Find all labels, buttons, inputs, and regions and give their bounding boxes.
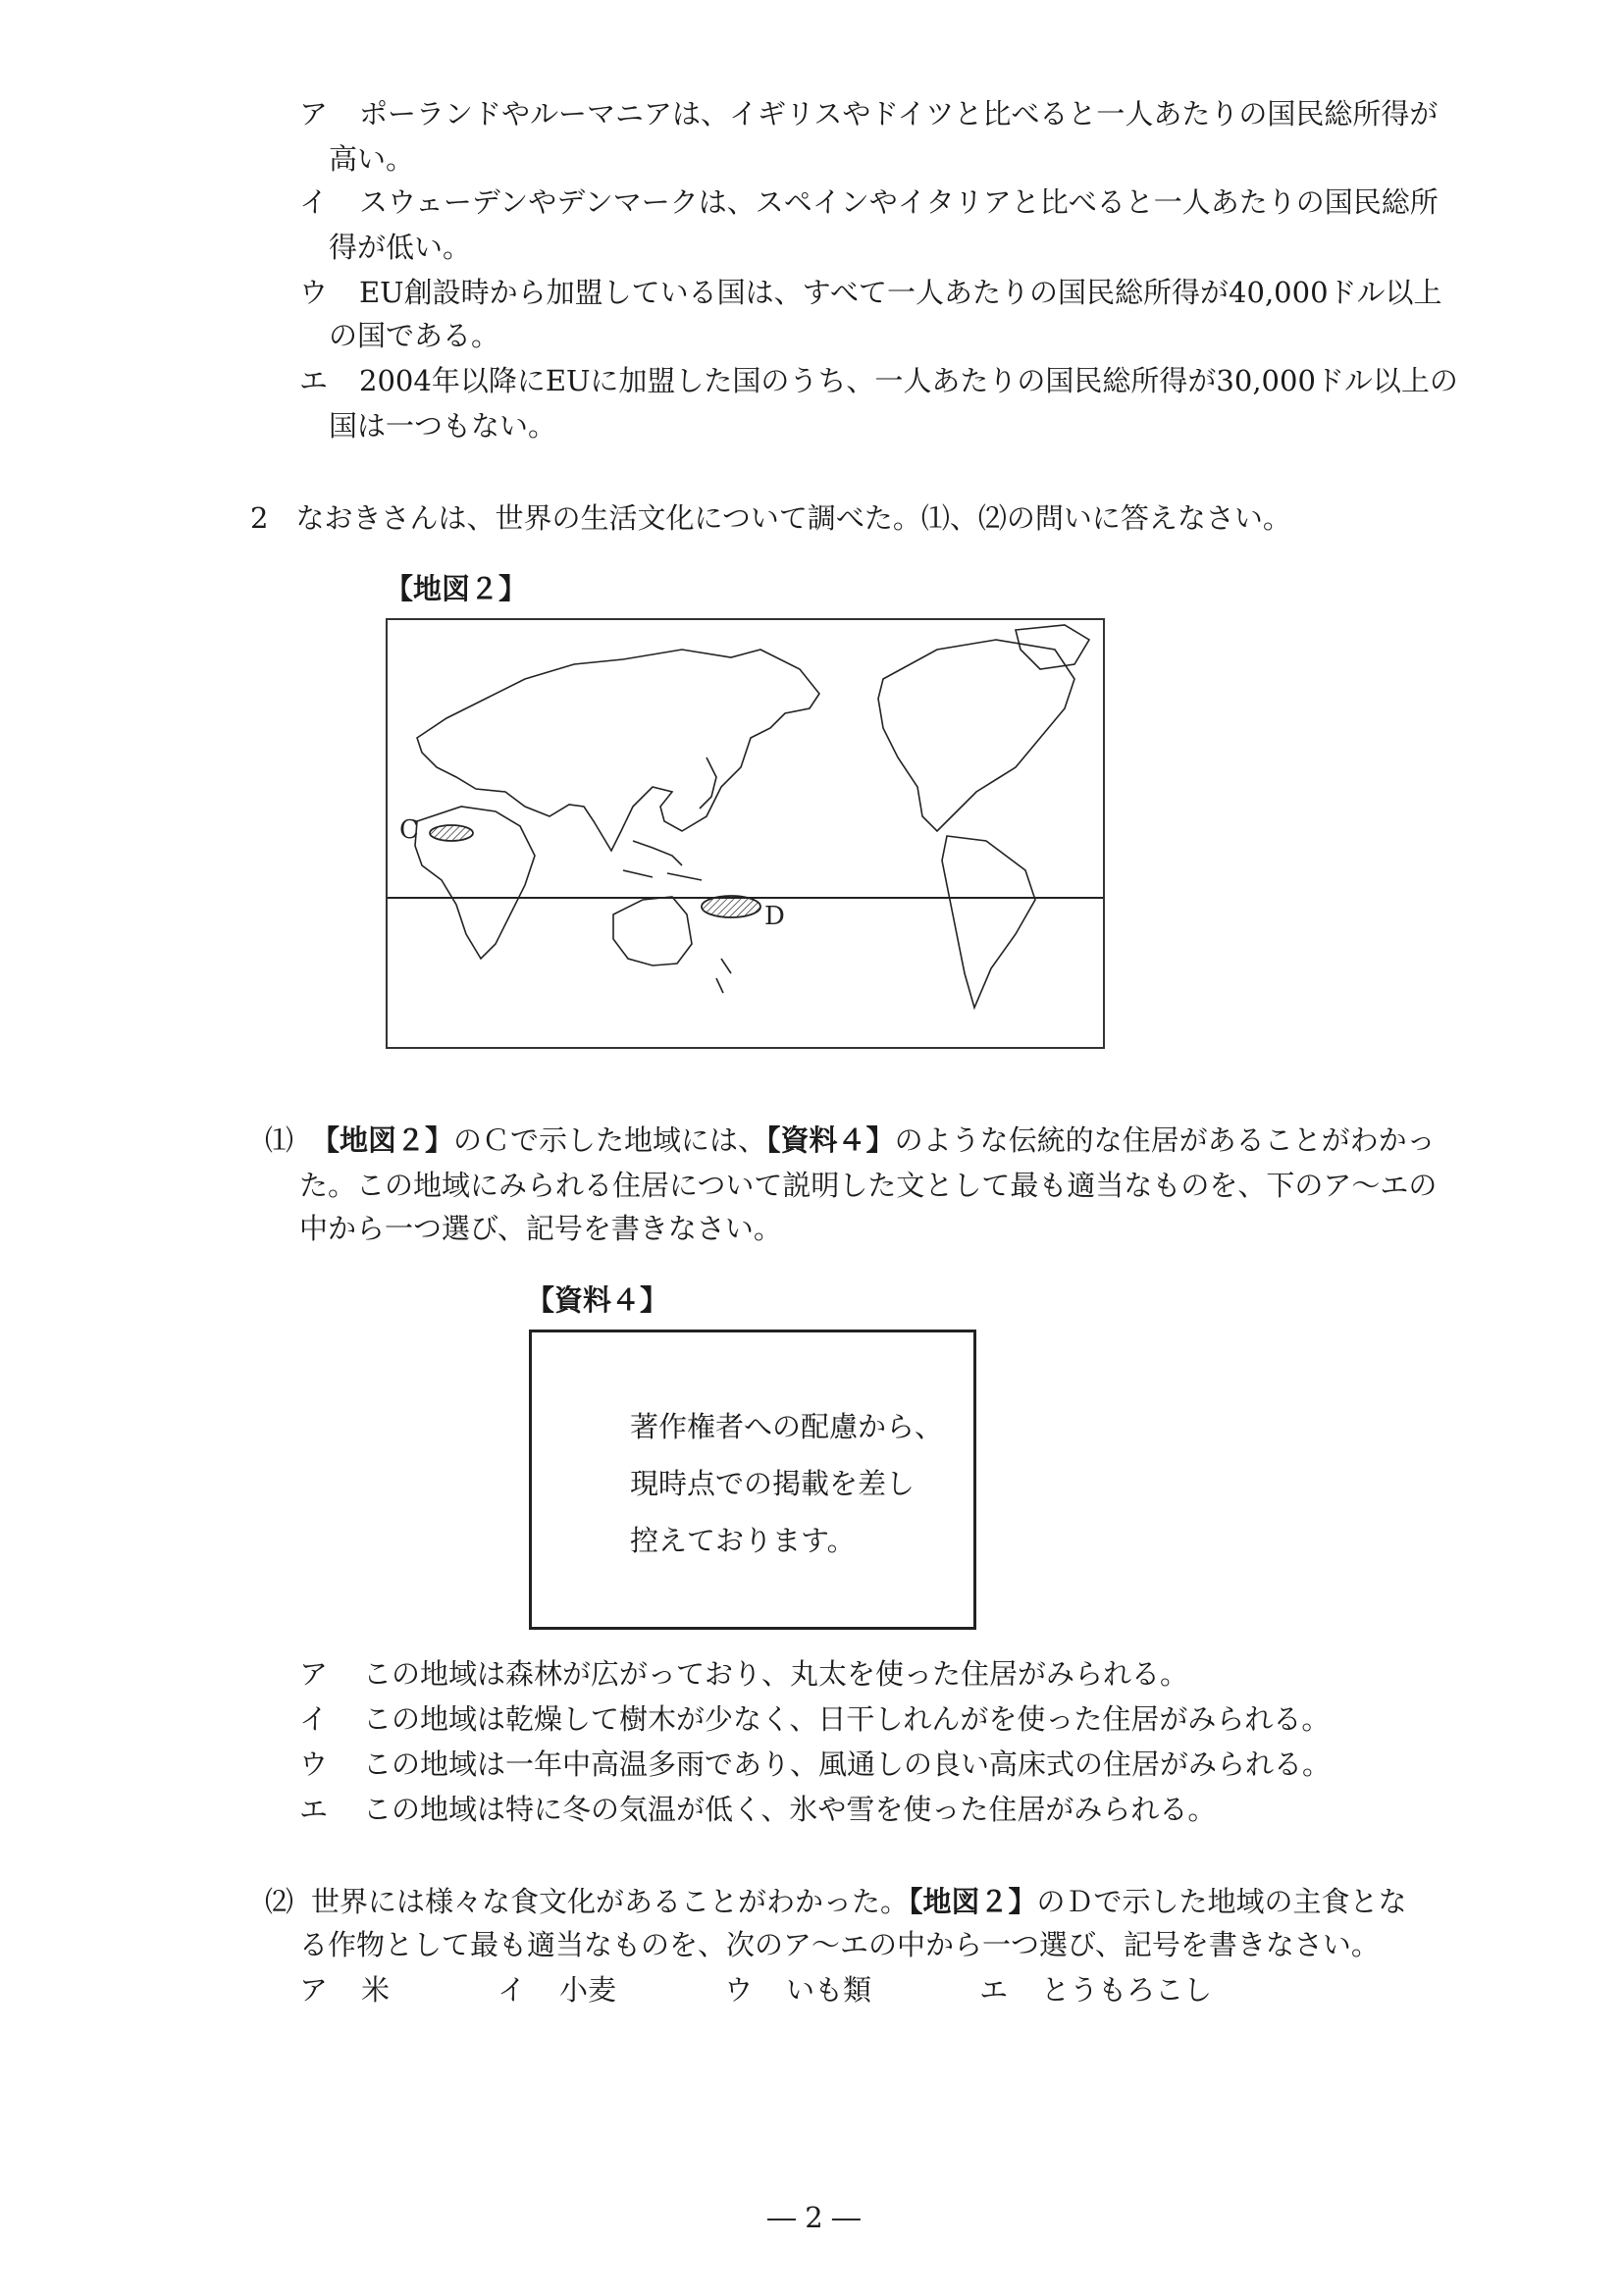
- sub1-text: のような伝統的な住居があることがわかっ: [894, 1123, 1436, 1157]
- sub1-line2: た。この地域にみられる住居について説明した文として最も適当なものを、下のア～エの: [299, 1169, 1438, 1202]
- option-marker: ア: [299, 1973, 329, 2007]
- question-2-heading: [250, 498, 1291, 538]
- option-marker: イ: [299, 185, 329, 219]
- sub2-number: ⑵: [265, 1885, 294, 1918]
- option-text: ポーランドやルーマニアは、イギリスやドイツと比べると一人あたりの国民総所得が: [359, 97, 1439, 130]
- se-asia-outline: [623, 841, 702, 880]
- sub1-option-u: [299, 1745, 1331, 1784]
- option-text: この地域は特に冬の気温が低く、氷や雪を使った住居がみられる。: [363, 1793, 1217, 1826]
- region-c-marker: [430, 825, 473, 841]
- option-marker: イ: [299, 1702, 329, 1736]
- world-map: [386, 618, 1105, 1049]
- option-marker: イ: [497, 1973, 527, 2007]
- sub1-option-a: [299, 1654, 1188, 1694]
- option-text: この地域は森林が広がっており、丸太を使った住居がみられる。: [363, 1657, 1189, 1691]
- resource-text-line: 現時点での掲載を差し: [630, 1467, 916, 1500]
- sub2-line1: [265, 1882, 1407, 1921]
- option-text: この地域は乾燥して樹木が少なく、日干しれんがを使った住居がみられる。: [363, 1702, 1331, 1736]
- q1-option-a: [299, 94, 1438, 133]
- resource-ref: 【資料４】: [766, 1123, 895, 1157]
- sub1-line1: [265, 1121, 1436, 1160]
- world-map-drawing: [388, 620, 1103, 1047]
- sub2-line2: る作物として最も適当なものを、次のア～エの中から一つ選び、記号を書きなさい。: [299, 1928, 1380, 1961]
- question-number: 2: [250, 501, 269, 535]
- option-marker: エ: [979, 1973, 1009, 2007]
- option-marker: ア: [299, 97, 329, 130]
- region-d-marker: [702, 896, 760, 917]
- q1-option-i: [299, 183, 1439, 222]
- resource-title: 【資料４】: [526, 1283, 669, 1317]
- option-marker: ア: [299, 1657, 329, 1691]
- q1-option-e: [299, 361, 1458, 400]
- south-america-outline: [942, 836, 1035, 1008]
- sub1-number: ⑴: [265, 1123, 294, 1157]
- q1-option-u: [299, 273, 1442, 312]
- option-marker: ウ: [299, 1748, 329, 1781]
- eurasia-outline: [417, 650, 819, 851]
- option-marker: エ: [299, 364, 329, 397]
- map-title: 【地図２】: [385, 572, 528, 605]
- option-text: この地域は一年中高温多雨であり、風通しの良い高床式の住居がみられる。: [363, 1748, 1332, 1781]
- option-text: EU創設時から加盟している国は、すべて一人あたりの国民総所得が40,000ドル以上: [359, 276, 1442, 309]
- map-label-d: D: [764, 902, 785, 931]
- option-text: 米: [361, 1973, 391, 2007]
- map-ref: 【地図２】: [311, 1123, 454, 1157]
- sub1-option-e: [299, 1790, 1216, 1829]
- q1-option-u-cont: の国である。: [329, 319, 500, 352]
- sub2-text: 世界には様々な食文化があることがわかった。: [311, 1885, 910, 1918]
- option-marker: ウ: [299, 276, 329, 309]
- q1-option-i-cont: 得が低い。: [329, 231, 472, 264]
- option-marker: エ: [299, 1793, 329, 1826]
- resource-text-line: 著作権者への配慮から、: [630, 1410, 944, 1443]
- new-zealand-outline: [716, 959, 731, 993]
- question-intro: なおきさんは、世界の生活文化について調べた。⑴、⑵の問いに答えなさい。: [295, 501, 1291, 535]
- resource-text-line: 控えております。: [630, 1524, 856, 1557]
- option-text: スウェーデンやデンマークは、スペインやイタリアと比べると一人あたりの国民総所: [359, 185, 1439, 219]
- map-label-c: C: [399, 815, 419, 845]
- resource-box: [529, 1330, 976, 1630]
- q1-option-a-cont: 高い。: [329, 142, 415, 176]
- sub2-text: のＤで示した地域の主食とな: [1036, 1885, 1407, 1918]
- sub1-option-i: [299, 1699, 1330, 1739]
- sub1-text: のＣで示した地域には、: [453, 1123, 767, 1157]
- sub2-options: [299, 1970, 1212, 2009]
- option-text: とうもろこし: [1041, 1973, 1213, 2007]
- greenland-outline: [1016, 625, 1089, 669]
- sub1-line3: 中から一つ選び、記号を書きなさい。: [299, 1212, 782, 1245]
- page-number: ― 2 ―: [767, 2201, 861, 2234]
- option-text: いも類: [786, 1973, 872, 2007]
- option-marker: ウ: [724, 1973, 754, 2007]
- australia-outline: [613, 897, 692, 965]
- option-text: 2004年以降にEUに加盟した国のうち、一人あたりの国民総所得が30,000ドル以上の: [359, 364, 1458, 397]
- map-ref: 【地図２】: [909, 1885, 1037, 1918]
- q1-option-e-cont: 国は一つもない。: [329, 409, 557, 443]
- option-text: 小麦: [559, 1973, 617, 2007]
